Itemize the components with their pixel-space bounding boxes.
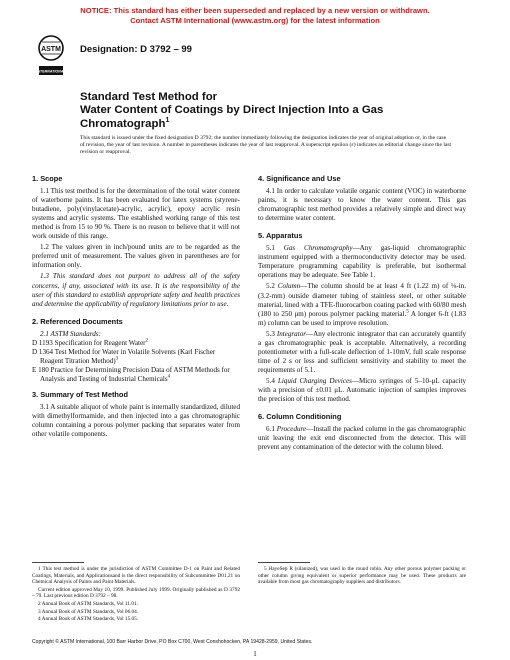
significance-4-1: 4.1 In order to calculate volatile organic content (VOC) in waterborne paints, it is necessary to know the water content. This gas chromatographic test method provides a relatively simple and direct way to determine water content. [258,187,466,223]
designation: Designation: D 3792 – 99 [80,44,192,55]
reference-d1364: D 1364 Test Method for Water in Volatile Solvents (Karl Fischer Reagent Titration Method)$^3$ [32,347,216,365]
footnote-5: 5 HayeSep R (silanized), was used in the round robin. Any other porous polymer packing or other column giving equivalent or superior performance may be used. These products are available from most gas chromatography suppliers and distributors. [258,566,466,586]
title-line-1: Standard Test Method for [80,91,218,103]
logo-subtext: INTERNATIONAL [36,69,66,74]
issuance-note: This standard is issued under the fixed designation D 3792; the number immediately following the designation indicates the year of original adoption or, in the case of revision, the year of last revision. A number in parentheses indicates the year of last reapproval. A superscript epsilon (ε) indicates an editorial change since the last revision or reapproval. [80,135,452,155]
section-scope-heading: 1. Scope [32,174,63,183]
scope-1-1: 1.1 This test method is for the determination of the total water content of waterborne paints. It has been evaluated for latex systems (styrene-butadiene, poly(vinylacetate)-acrylic, acrylic), epoxy acrylic resin systems and acrylic systems. The established working range of this test method is from 15 to 90 %. There is no reason to believe that it will not work outside of this range. [32,187,240,241]
footnote-1-edition: Current edition approved May 10, 1999. Published July 1999. Originally published as D 3792 – 79. Last previous edition D 3792 – 98. [32,586,240,600]
apparatus-5-4: 5.4 Liquid Charging Devices—Micro syringes of 5–10-μL capacity with a precision of ±0.01 μL. Automatic injection of samples improves the precision of this test method. [258,376,466,404]
astm-standards-subheading: 2.1 ASTM Standards: [40,329,101,338]
apparatus-5-1: 5.1 Gas Chromatography—Any gas-liquid chromatographic instrument equipped with a thermoconductivity detector may be used. Temperature programming capability is preferable, but isothermal operations may be adequate. See Table 1. [258,244,466,280]
footnote-4: 4 Annual Book of ASTM Standards, Vol 15.05. [38,616,139,623]
supersede-notice [0,6,510,25]
apparatus-5-2: 5.2 Column—The column should be at least 4 ft (1.22 m) of ⅛-in. (3.2-mm) outside diameter tubing of stainless steel, or other suitable material, lined with a TFE-fluorocarbon coating packed with 60/80 mesh (180 to 250 μm) porous polymer packing material.$^5$ A longer 6-ft (1.83 m) column can be used to improve resolution. [258,282,467,327]
section-significance-heading: 4. Significance and Use [258,174,341,183]
section-referenced-documents-heading: 2. Referenced Documents [32,316,123,326]
left-footnotes [32,566,240,624]
copyright-line: Copyright © ASTM International, 100 Barr Harbor Drive, PO Box C700, West Conshohocken, PA 19428-2959, United States. [32,639,313,645]
title-line-3: Chromatograph [80,117,166,130]
footnote-3: 3 Annual Book of ASTM Standards, Vol 06.04. [38,608,139,615]
section-column-conditioning-heading: 6. Column Conditioning [258,412,342,422]
right-column [258,174,466,454]
apparatus-5-3: 5.3 Integrator—Any electronic integrator that can accurately quantify a gas chromatographic peak is acceptable. Alternatively, a recording potentiometer with a full-scale deflection of 1-10mV, full scale response time of 2 s or less and sufficient sensitivity and stability to meet the requirements of 5.1. [258,329,466,374]
page-number: 1 [253,650,257,658]
left-column [32,174,240,441]
footnote-divider-left [32,562,84,563]
title-line-2: Water Content of Coatings by Direct Injection Into a Gas [80,104,384,117]
footnote-1: 1 This test method is under the jurisdiction of ASTM Committee D-1 on Paint and Related Coatings, Materials, and Applicationsand is the direct responsibility of Subcommittee D01.21 on Chemical Analysis of Paints and Paint Materials. [32,566,240,586]
scope-1-3: 1.3 This standard does not purport to address all of the safety concerns, if any, associated with its use. It is the responsibility of the user of this standard to establish appropriate safety and health practices and determine the applicability of regulatory limitations prior to use. [32,272,240,308]
section-summary-heading: 3. Summary of Test Method [32,389,128,399]
right-footnotes [258,566,466,587]
conditioning-6-1: 6.1 Procedure—Install the packed column in the gas chromatographic unit leaving the exit end disconnected from the detector. This will prevent any contamination of the detector with the column bleed. [258,425,467,452]
logo-text: ASTM [41,46,61,53]
section-apparatus-heading: 5. Apparatus [258,231,303,241]
document-title [80,91,480,131]
notice-line-2: Contact ASTM International (www.astm.org) for the latest information [130,15,380,25]
reference-d1193: D 1193 Specification for Reagent Water$^2$ [32,338,148,347]
notice-line-1: NOTICE: This standard has either been superseded and replaced by a new version or withdrawn. [80,6,430,15]
title-footnote-mark: 1 [165,117,170,125]
summary-3-1: 3.1 A suitable aliquot of whole paint is internally standardized, diluted with dimethylformamide, and then injected into a gas chromatographic column containing a porous polymer packing that separates water from other volatile components. [32,403,240,439]
astm-logo-icon [38,34,64,80]
footnote-2: 2 Annual Book of ASTM Standards, Vol 11.01. [38,600,138,607]
reference-e180: E 180 Practice for Determining Precision Data of ASTM Methods for Analysis and Testing of Industrial Chemicals$^4$ [32,365,230,383]
footnote-divider-right [258,562,310,563]
scope-1-2: 1.2 The values given in inch/pound units are to be regarded as the preferred unit of measurement. The values given in parentheses are for information only. [32,243,240,270]
